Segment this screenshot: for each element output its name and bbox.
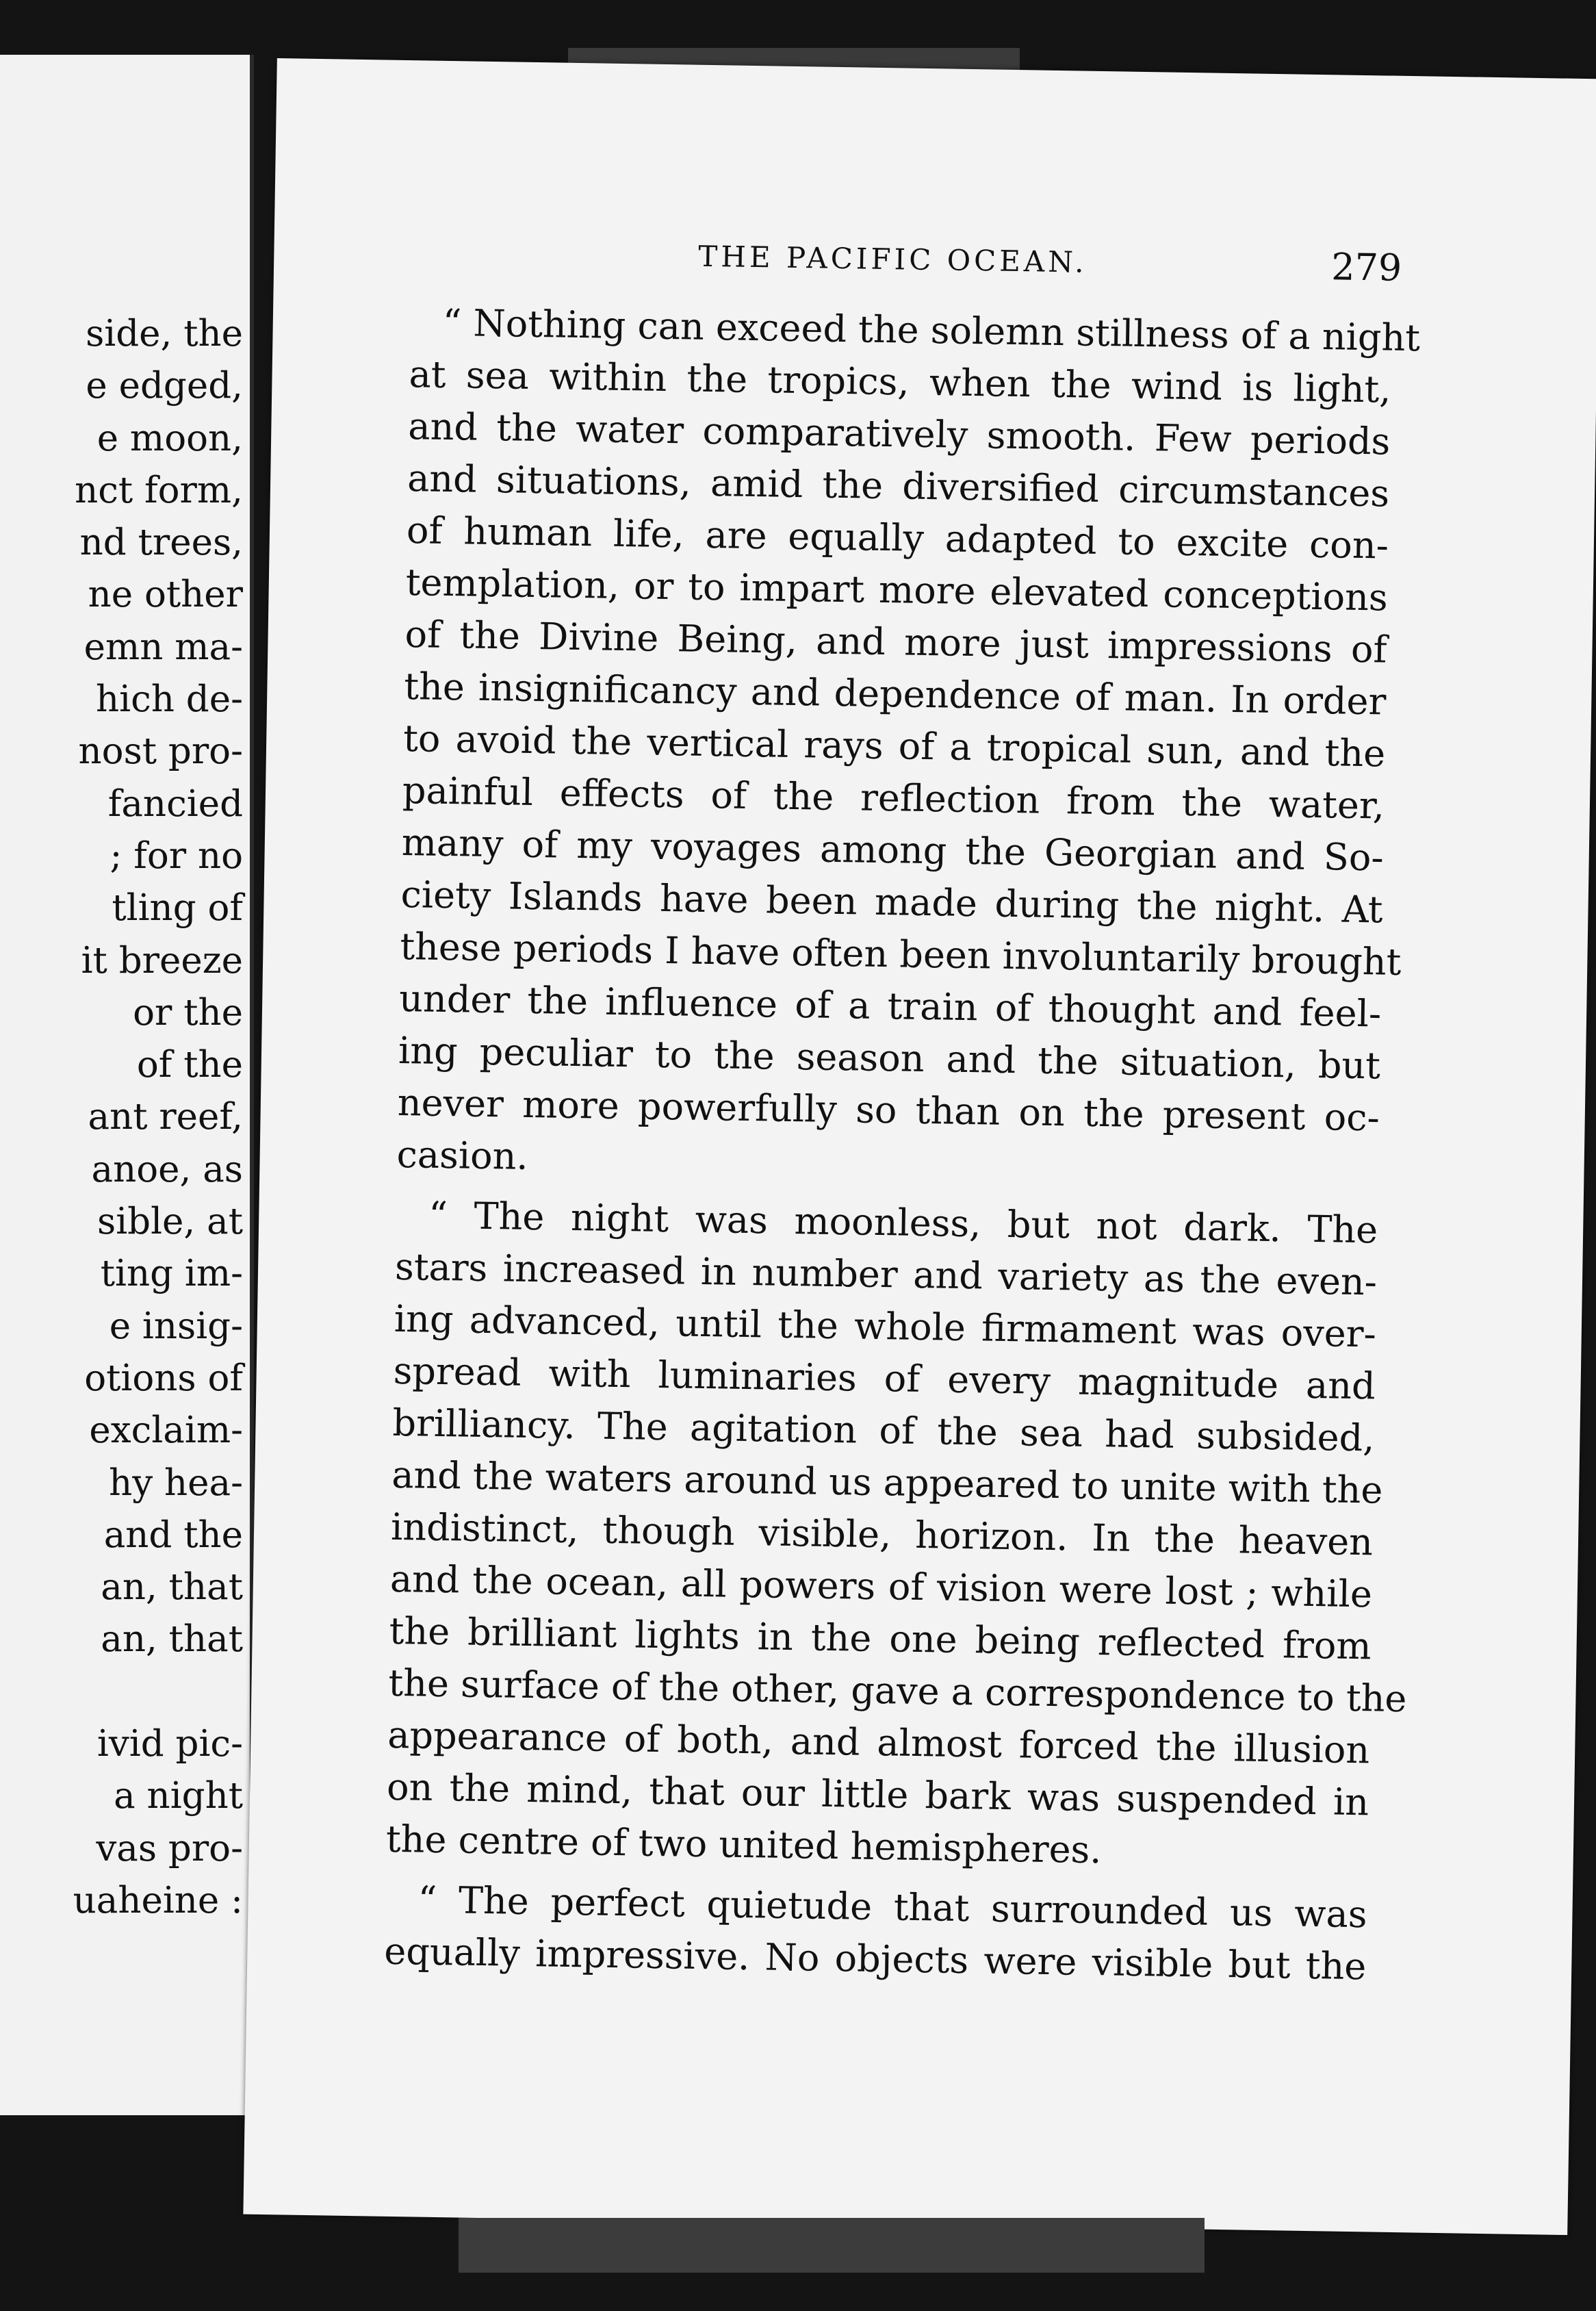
text-line: stars increased in number and variety as the even- bbox=[394, 1244, 1378, 1304]
text-line: templation, or to impart more elevated conceptions bbox=[405, 561, 1389, 620]
body-text bbox=[383, 296, 1421, 2001]
text-line: “ Nothing can exceed the solemn stillness of a night bbox=[442, 301, 1421, 360]
text-line: of the Divine Being, and more just impressions of bbox=[404, 613, 1387, 672]
text-line: painful effects of the reflection from the water, bbox=[402, 769, 1385, 828]
right-page bbox=[243, 58, 1596, 2235]
text-line: and the water comparatively smooth. Few periods bbox=[407, 405, 1391, 463]
paragraph bbox=[385, 1189, 1407, 1880]
text-line: “ The perfect quietude that surrounded us was bbox=[417, 1878, 1367, 1937]
left-page-line: emn ma- bbox=[83, 626, 243, 668]
text-line: and the waters around us appeared to unite with the bbox=[391, 1453, 1383, 1512]
text-line: never more powerfully so than on the present oc- bbox=[397, 1080, 1380, 1140]
left-page-line: tling of bbox=[112, 887, 243, 930]
text-line: ciety Islands have been made during the night. At bbox=[400, 872, 1384, 932]
left-page-line: e moon, bbox=[96, 417, 243, 459]
text-line: many of my voyages among the Georgian and So- bbox=[401, 821, 1385, 880]
text-line: these periods I have often been involuntarily brought bbox=[400, 924, 1402, 984]
text-line: “ The night was moonless, but not dark. The bbox=[428, 1193, 1378, 1252]
left-page-line: an, that bbox=[101, 1566, 243, 1609]
text-line: and the ocean, all powers of vision were lost ; while bbox=[389, 1557, 1373, 1616]
text-line: ing peculiar to the season and the situation, but bbox=[398, 1028, 1381, 1088]
left-page-line: ant reef, bbox=[88, 1096, 243, 1138]
text-line: equally impressive. No objects were visible but the bbox=[383, 1929, 1367, 1989]
left-page-line: a night bbox=[114, 1775, 243, 1817]
text-line: the surface of the other, gave a correspondence to the bbox=[388, 1661, 1407, 1721]
left-page-line: e insig- bbox=[109, 1305, 243, 1347]
left-page-line bbox=[0, 1666, 243, 1718]
page-number: 279 bbox=[1330, 245, 1402, 290]
left-page-line: exclaim- bbox=[89, 1409, 243, 1452]
left-page-line: it breeze bbox=[81, 939, 243, 982]
text-line: ing advanced, until the whole firmament was over- bbox=[394, 1297, 1377, 1356]
left-page-line: hich de- bbox=[96, 678, 243, 721]
scanner-bar-bottom bbox=[459, 2218, 1205, 2273]
text-line: on the mind, that our little bark was suspended in bbox=[386, 1765, 1369, 1824]
left-page-line: nost pro- bbox=[78, 730, 243, 773]
text-line: the centre of two united hemispheres. bbox=[385, 1817, 1102, 1872]
left-page-line: an, that bbox=[101, 1618, 243, 1661]
left-page-line: ting im- bbox=[100, 1253, 243, 1295]
left-page-line: vas pro- bbox=[96, 1827, 243, 1869]
left-page-line: otions of bbox=[84, 1357, 243, 1399]
left-page-line: ivid pic- bbox=[96, 1723, 243, 1765]
page-header bbox=[274, 233, 1402, 298]
left-page-line: anoe, as bbox=[91, 1148, 243, 1190]
text-line: and situations, amid the diversified circumstances bbox=[407, 457, 1390, 515]
left-page bbox=[0, 55, 254, 2115]
left-page-line: side, the bbox=[86, 313, 243, 355]
text-line: to avoid the vertical rays of a tropical sun, and the bbox=[402, 717, 1386, 776]
left-page-line: sible, at bbox=[97, 1201, 243, 1243]
left-page-line: ne other bbox=[88, 574, 243, 616]
text-line: under the influence of a train of thought and feel- bbox=[398, 976, 1382, 1036]
left-page-line: ; for no bbox=[110, 834, 243, 877]
text-line: at sea within the tropics, when the wind is light, bbox=[409, 353, 1391, 411]
left-page-line: uaheine : bbox=[73, 1879, 243, 1921]
text-line: appearance of both, and almost forced the illusion bbox=[387, 1713, 1370, 1772]
text-line: brilliancy. The agitation of the sea had subsided, bbox=[392, 1401, 1375, 1460]
text-line: of human life, are equally adapted to excite con- bbox=[406, 509, 1389, 567]
left-page-line: and the bbox=[103, 1514, 243, 1556]
text-line: the brilliant lights in the one being reflected from bbox=[389, 1609, 1372, 1668]
running-head: THE PACIFIC OCEAN. bbox=[698, 239, 1088, 279]
paragraph bbox=[384, 1874, 1367, 1993]
left-page-line: hy hea- bbox=[109, 1461, 243, 1504]
text-line: the insignificancy and dependence of man. In order bbox=[403, 665, 1387, 724]
left-page-line: nd trees, bbox=[79, 522, 243, 564]
left-page-line: fancied bbox=[107, 782, 243, 825]
left-page-text bbox=[0, 308, 243, 1927]
text-line: indistinct, though visible, horizon. In the heaven bbox=[390, 1505, 1374, 1564]
paragraph bbox=[396, 296, 1421, 1196]
left-page-line: or the bbox=[133, 991, 243, 1034]
left-page-line: e edged, bbox=[86, 365, 243, 407]
text-line: spread with luminaries of every magnitude and bbox=[393, 1349, 1376, 1408]
left-page-line: nct form, bbox=[75, 469, 243, 511]
text-line: casion. bbox=[396, 1132, 529, 1178]
left-page-line: of the bbox=[136, 1044, 243, 1086]
